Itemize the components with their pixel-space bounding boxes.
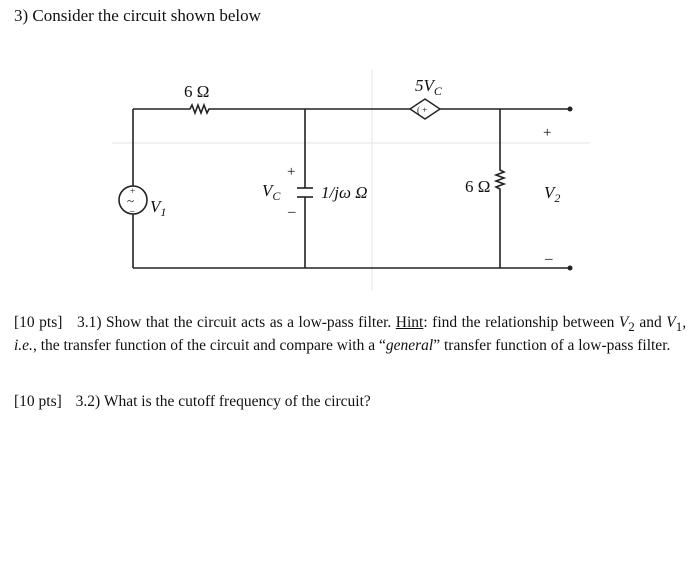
q1-v2: V xyxy=(618,314,629,331)
top-wire xyxy=(133,105,410,113)
q1-number: 3.1) xyxy=(76,314,102,331)
svg-text:–: – xyxy=(130,206,135,216)
terminal-top xyxy=(568,107,573,112)
q1-ie: , i.e. xyxy=(14,314,687,355)
resistor-1-label: 6 Ω xyxy=(184,82,210,101)
vc-plus: + xyxy=(287,164,296,180)
v2-label: $V_2$ xyxy=(544,183,561,205)
capacitor-label: 1/jω Ω xyxy=(321,183,368,202)
q1-v2-sub: 2 xyxy=(628,319,635,335)
question-3-1 xyxy=(14,313,686,355)
q2-number: 3.2) xyxy=(75,393,101,410)
v2-plus: + xyxy=(543,125,552,141)
dependent-source xyxy=(410,99,440,119)
v2-minus: – xyxy=(545,251,553,267)
terminal-bottom xyxy=(568,266,573,271)
vc-label: $V_C$ xyxy=(262,181,281,203)
q2-text: What is the cutoff frequency of the circuit? xyxy=(103,393,371,410)
q1-text: Show that the circuit acts as a low-pass filter. xyxy=(106,314,392,331)
resistor-2-label: 6 Ω xyxy=(465,177,491,196)
guide-lines xyxy=(112,70,590,290)
q2-points: [10 pts] xyxy=(14,393,62,410)
svg-text:~: ~ xyxy=(127,193,135,208)
q1-text-2: : find the relationship between xyxy=(423,314,615,331)
ac-source xyxy=(119,186,147,216)
q1-general: general xyxy=(385,337,434,355)
svg-text:( +: ( + xyxy=(417,105,428,115)
q1-text-3: and xyxy=(639,314,662,331)
hint-label: Hint xyxy=(395,314,424,331)
v1-label: $V_1$ xyxy=(150,197,167,219)
q1-text-4: , the transfer function of the circuit and compare with a “ xyxy=(32,337,386,355)
q1-v1: V xyxy=(666,314,676,331)
dependent-source-label: $5V_C$ xyxy=(415,76,442,98)
q1-v1-sub: 1 xyxy=(675,319,683,335)
q1-text-5: ” transfer function of a low-pass filter. xyxy=(433,337,671,355)
problem-heading: 3) Consider the circuit shown below xyxy=(14,6,261,25)
svg-text:+: + xyxy=(130,186,136,196)
q1-points: [10 pts] xyxy=(14,314,63,331)
vc-minus: – xyxy=(288,204,296,220)
resistor-2-branch xyxy=(496,109,504,268)
question-3-2 xyxy=(14,392,371,411)
